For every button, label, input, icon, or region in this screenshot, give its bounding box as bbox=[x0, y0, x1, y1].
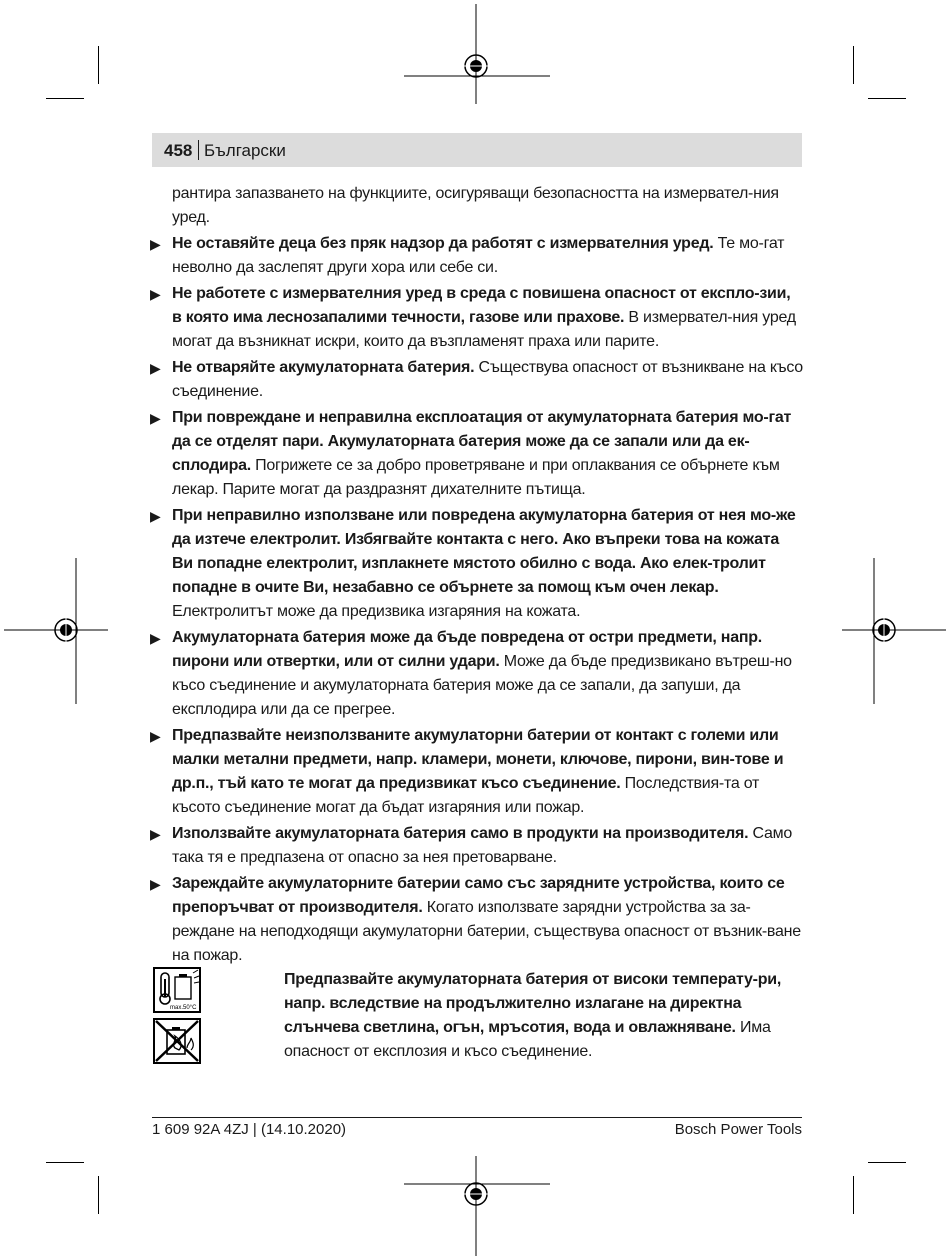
crop-mark bbox=[853, 1176, 854, 1214]
registration-mark-icon bbox=[842, 558, 946, 704]
safety-item-text: Погрижете се за добро проветряване и при оплаквания се обърнете към лекар. Парите могат да раздразнят дихателните пътища. bbox=[172, 457, 780, 498]
safety-item-text: Последствия-та от късото съединение могат да бъдат изгаряния или пожар. bbox=[172, 775, 760, 816]
safety-item-text: Съществува опасност от възникване на късо съединение. bbox=[172, 359, 803, 400]
safety-item-bold: Предпазвайте неизползваните акумулаторни батерии от контакт с големи или малки метални предмети, напр. кламери, монети, ключове, пирони, вин-тове и др.п., тъй като те могат да предизвикат късо съединение. bbox=[172, 727, 784, 792]
crop-mark bbox=[853, 46, 854, 84]
safety-item-text: Може да бъде предизвикано вътреш-но късо съединение и акумулаторната батерия може да се запали, да запуши, да експлодира или да се прегрее. bbox=[172, 653, 792, 718]
safety-item bbox=[150, 504, 804, 624]
registration-mark-icon bbox=[404, 4, 550, 104]
bullet-arrow-icon: ▶ bbox=[150, 876, 161, 892]
crop-mark bbox=[868, 1162, 906, 1163]
safety-item-bold: При неправилно използване или повредена акумулаторна батерия от нея мо-же да изтече електролит. Избягвайте контакта с него. Ако въпреки това на кожата Ви попадне електролит, изплакнете мястото обилно с вода. Ако елек-тролит попадне в очите Ви, незабавно се обърнете за помощ към очен лекар. bbox=[172, 507, 796, 596]
crop-mark bbox=[46, 98, 84, 99]
registration-mark-icon bbox=[404, 1156, 550, 1256]
crop-mark bbox=[98, 1176, 99, 1214]
safety-item-bold: Зареждайте акумулаторните батерии само със зарядните устройства, които се препоръчват от производителя. bbox=[172, 875, 785, 916]
no-fire-water-icon bbox=[153, 1018, 201, 1064]
bullet-arrow-icon: ▶ bbox=[150, 360, 161, 376]
safety-item bbox=[150, 356, 804, 404]
bullet-arrow-icon: ▶ bbox=[150, 236, 161, 252]
crop-mark bbox=[98, 46, 99, 84]
bullet-arrow-icon: ▶ bbox=[150, 630, 161, 646]
safety-item-bold: При повреждане и неправилна експлоатация от акумулаторната батерия мо-гат да се отделят пари. Акумулаторната батерия може да се запали или да ек-сплодира. bbox=[172, 409, 792, 474]
publisher-name: Bosch Power Tools bbox=[674, 1121, 802, 1138]
safety-item bbox=[150, 822, 804, 870]
crop-mark bbox=[46, 1162, 84, 1163]
safety-item-bold: Не оставяйте деца без пряк надзор да работят с измервателния уред. bbox=[172, 235, 714, 252]
safety-item bbox=[150, 626, 804, 722]
battery-temperature-warning bbox=[284, 968, 804, 1064]
footer-rule bbox=[152, 1117, 802, 1118]
safety-item-text: Само така тя е предпазена от опасно за нея претоварване. bbox=[172, 825, 793, 866]
safety-item-bold: Акумулаторната батерия може да бъде повредена от остри предмети, напр. пирони или отвертки, или от силни удари. bbox=[172, 629, 762, 670]
safety-item-text: Електролитът може да предизвика изгаряния на кожата. bbox=[172, 603, 581, 620]
safety-item bbox=[150, 406, 804, 502]
safety-item-bold: Използвайте акумулаторната батерия само в продукти на производителя. bbox=[172, 825, 749, 842]
warning-text: Има опасност от експлозия и късо съединение. bbox=[284, 1019, 771, 1060]
safety-item-bold: Не отваряйте акумулаторната батерия. bbox=[172, 359, 475, 376]
safety-item bbox=[150, 872, 804, 968]
safety-item bbox=[150, 232, 804, 280]
bullet-arrow-icon: ▶ bbox=[150, 410, 161, 426]
safety-item-text: В измервател-ния уред могат да възникнат искри, които да възпламенят праха или парите. bbox=[172, 309, 796, 350]
safety-item bbox=[150, 282, 804, 354]
bullet-arrow-icon: ▶ bbox=[150, 508, 161, 524]
safety-item-text: Когато използвате зарядни устройства за за-реждане на неподходящи акумулаторни батерии, съществува опасност от възник-ване на пожар. bbox=[172, 899, 801, 964]
bullet-arrow-icon: ▶ bbox=[150, 286, 161, 302]
header-separator bbox=[198, 140, 199, 160]
page-number: 458 bbox=[164, 141, 193, 160]
continued-paragraph: рантира запазването на функциите, осигуряващи безопасността на измервател-ния уред. bbox=[172, 185, 779, 226]
document-number: 1 609 92A 4ZJ | (14.10.2020) bbox=[152, 1121, 347, 1138]
warning-bold: Предпазвайте акумулаторната батерия от високи температу-ри, напр. вследствие на продължително излагане на директна слънчева светлина, огън, мръсотия, вода и овлажняване. bbox=[284, 971, 782, 1036]
bullet-arrow-icon: ▶ bbox=[150, 728, 161, 744]
safety-item-text: Те мо-гат неволно да заслепят други хора или себе си. bbox=[172, 235, 785, 276]
safety-item-bold: Не работете с измервателния уред в среда с повишена опасност от експло-зии, в която има леснозапалими течности, газове или прахове. bbox=[172, 285, 791, 326]
bullet-arrow-icon: ▶ bbox=[150, 826, 161, 842]
temperature-warning-label: max.50°C bbox=[170, 1005, 197, 1011]
registration-mark-icon bbox=[4, 558, 108, 704]
safety-text bbox=[150, 182, 804, 970]
language-label: Български bbox=[204, 141, 286, 160]
crop-mark bbox=[868, 98, 906, 99]
safety-item bbox=[150, 724, 804, 820]
temperature-warning-icon bbox=[153, 967, 201, 1013]
